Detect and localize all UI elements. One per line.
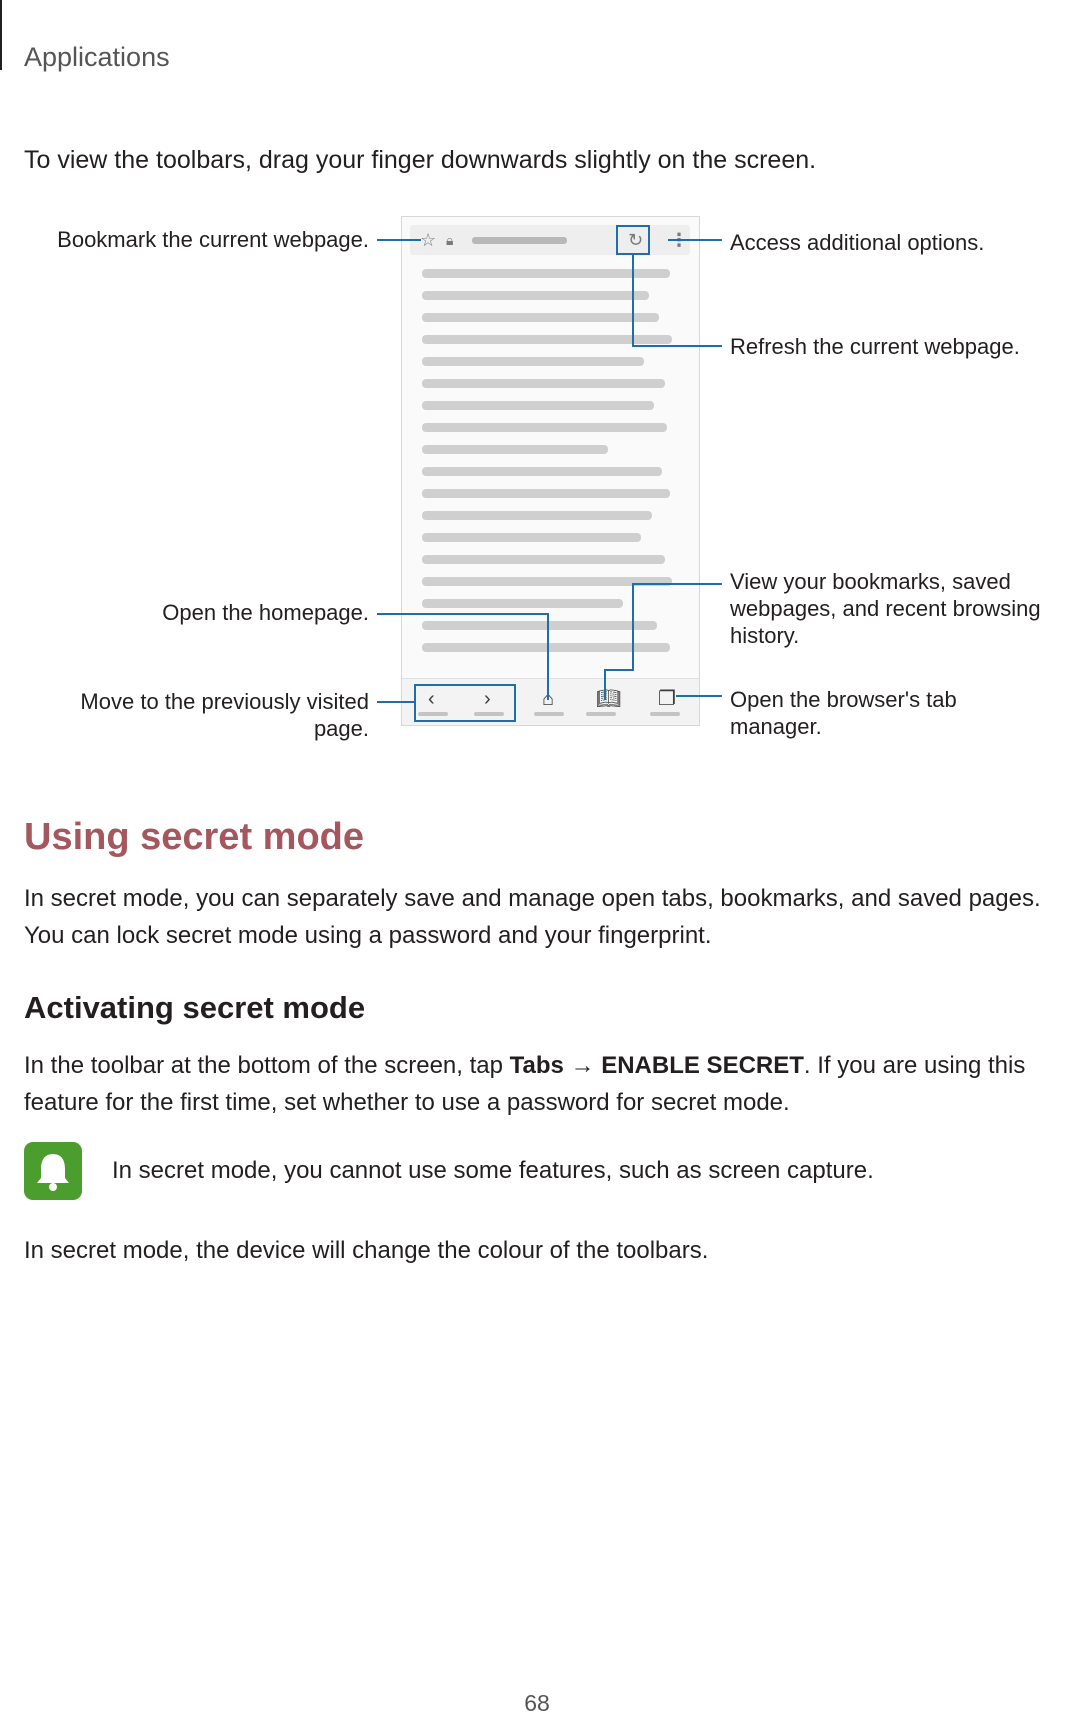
refresh-icon: ↻ xyxy=(628,230,644,250)
callout-options: Access additional options. xyxy=(730,230,985,255)
intro-text: To view the toolbars, drag your finger downwards slightly on the screen. xyxy=(24,146,817,174)
enable-secret-keyword: ENABLE SECRET xyxy=(601,1052,804,1079)
note-text: In secret mode, you cannot use some features, such as screen capture. xyxy=(112,1157,874,1184)
callout-tabs-line2: manager. xyxy=(730,714,822,739)
callout-homepage: Open the homepage. xyxy=(162,600,369,625)
tabs-keyword: Tabs xyxy=(509,1052,564,1079)
chevron-right-icon: › xyxy=(484,688,491,710)
home-icon: ⌂ xyxy=(542,688,555,710)
bell-icon xyxy=(24,1142,82,1200)
callout-bookmarks xyxy=(730,568,1041,649)
callout-bookmarks-line3: history. xyxy=(730,623,800,648)
activate-line2: feature for the first time, set whether to use a password for secret mode. xyxy=(24,1089,790,1116)
section-paragraph-line1: In secret mode, you can separately save and manage open tabs, bookmarks, and saved pages. xyxy=(24,885,1041,912)
section-title: Using secret mode xyxy=(24,816,364,858)
activate-line1 xyxy=(24,1047,1025,1084)
activate-paragraph xyxy=(24,1047,1025,1121)
chevron-left-icon: ‹ xyxy=(428,688,435,710)
callout-previous xyxy=(80,688,369,742)
callout-bookmarks-line1: View your bookmarks, saved xyxy=(730,569,1011,594)
closing-paragraph: In secret mode, the device will change the colour of the toolbars. xyxy=(24,1237,709,1264)
activate-text-end: . If you are using this xyxy=(803,1052,1026,1079)
arrow: → xyxy=(563,1052,602,1079)
callout-bookmarks-line2: webpages, and recent browsing xyxy=(730,596,1041,621)
tabs-icon: ❐ xyxy=(658,688,676,710)
section-paragraph xyxy=(24,880,1041,954)
lock-icon: 🔒︎ xyxy=(446,232,454,248)
callout-tabs-line1: Open the browser's tab xyxy=(730,687,957,712)
section-paragraph-line2: You can lock secret mode using a password and your fingerprint. xyxy=(24,922,712,949)
more-options-icon: ⋮ xyxy=(670,230,688,250)
callout-previous-line2: page. xyxy=(313,716,369,741)
callout-bookmark: Bookmark the current webpage. xyxy=(57,227,369,252)
book-icon: 📖︎ xyxy=(596,688,622,710)
activate-text: In the toolbar at the bottom of the screen, tap xyxy=(24,1052,510,1079)
callout-refresh: Refresh the current webpage. xyxy=(730,334,1020,359)
callout-tabs xyxy=(730,686,957,740)
subsection-title: Activating secret mode xyxy=(24,990,366,1025)
section-header: Applications xyxy=(24,42,170,72)
callout-previous-line1: Move to the previously visited xyxy=(80,689,369,714)
star-icon: ☆ xyxy=(420,230,437,250)
page-number: 68 xyxy=(524,1690,550,1716)
